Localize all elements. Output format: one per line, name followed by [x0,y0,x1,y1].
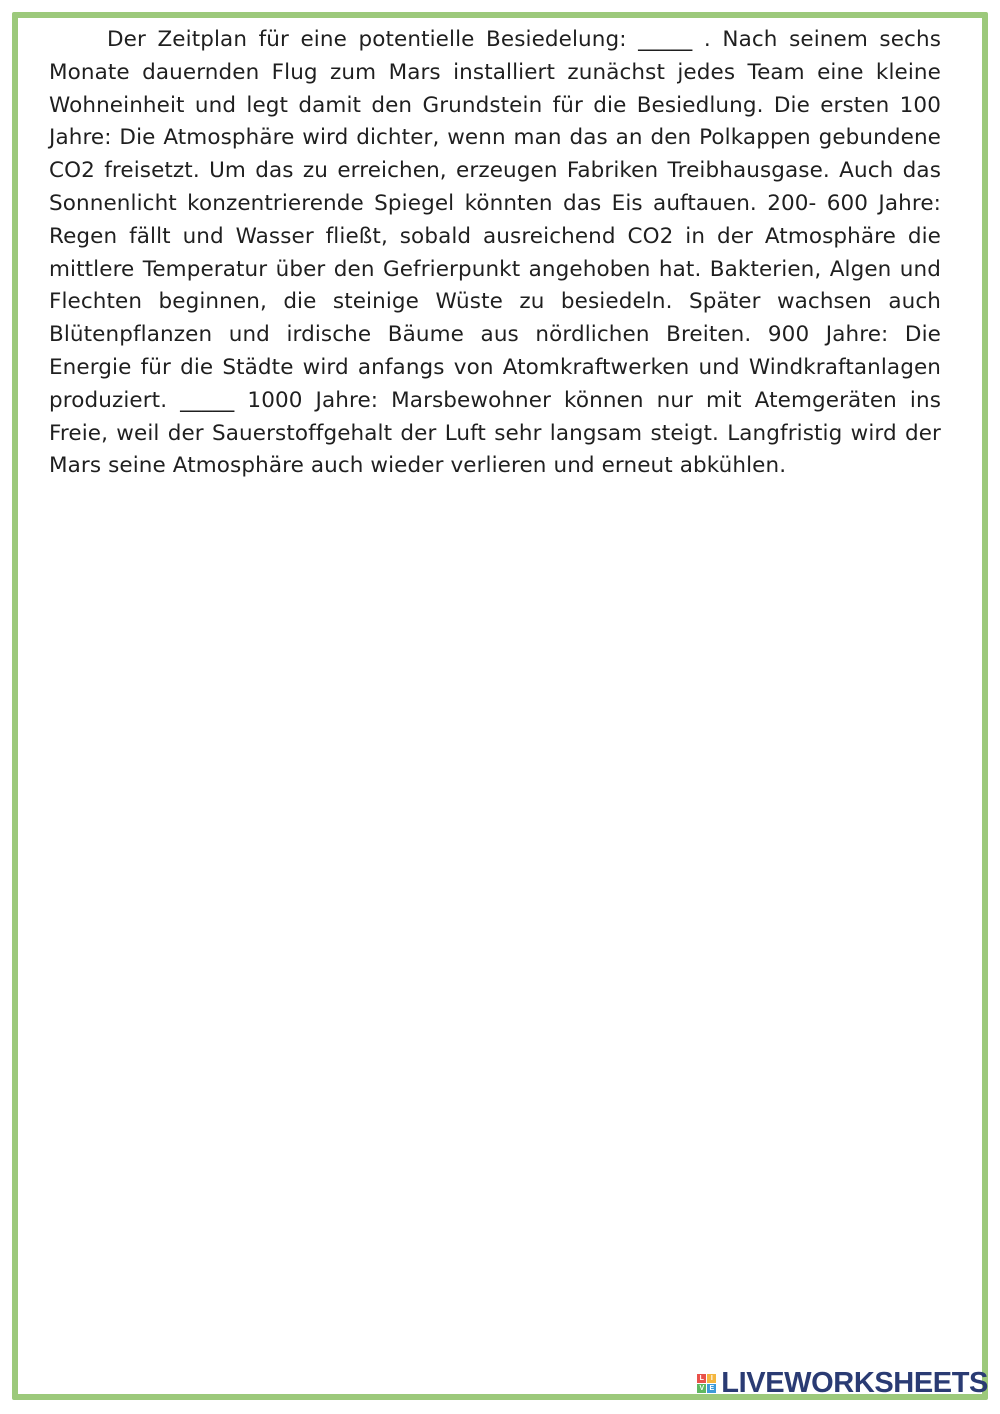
logo-mark-tile: L [697,1374,706,1383]
text-segment: . Nach seinem sechs Monate dauernden Flug zum Mars installiert zunächst jedes Team eine kleine Wohneinheit und legt damit den Grundstein für die Besiedlung. Die ersten 100 Jahre: Die Atmosphäre wird dichter, wenn man das an den Polkappen gebundene CO2 freisetzt. Um das zu erreichen, erzeugen Fabriken Treibhausgase. Auch das Sonnenlicht konzentrierende Spiegel könnten das Eis auftauen. 200- 600 Jahre: Regen fällt und Wasser fließt, sobald ausreichend CO2 in der Atmosphäre die mittlere Temperatur über den Gefrierpunkt angehoben hat. Bakterien, Algen und Flechten beginnen, die steinige Wüste zu besiedeln. Später wachsen auch Blütenpflanzen und irdische Bäume aus nördlichen Breiten. 900 Jahre: Die Energie für die Städte wird anfangs von Atomkraftwerken und Windkraftanlagen produziert. [49,27,941,413]
worksheet-paragraph [49,24,941,483]
answer-blank-2[interactable]: _____ [180,387,235,413]
text-segment: Der Zeitplan für eine potentielle Besiedelung: [107,27,639,52]
logo-mark-tile: I [707,1374,716,1383]
liveworksheets-logo-icon [697,1374,716,1393]
logo-mark-tile: E [707,1384,716,1393]
liveworksheets-logo [697,1366,988,1400]
logo-mark-tile: V [697,1384,706,1393]
text-segment: 1000 Jahre: Marsbewohner können nur mit Atemgeräten ins Freie, weil der Sauerstoffgehalt der Luft sehr langsam steigt. Langfristig wird der Mars seine Atmosphäre auch wieder verlieren und erneut abkühlen. [49,387,941,479]
logo-text: LIVEWORKSHEETS [721,1367,988,1399]
answer-blank-1[interactable]: _____ [638,27,693,52]
